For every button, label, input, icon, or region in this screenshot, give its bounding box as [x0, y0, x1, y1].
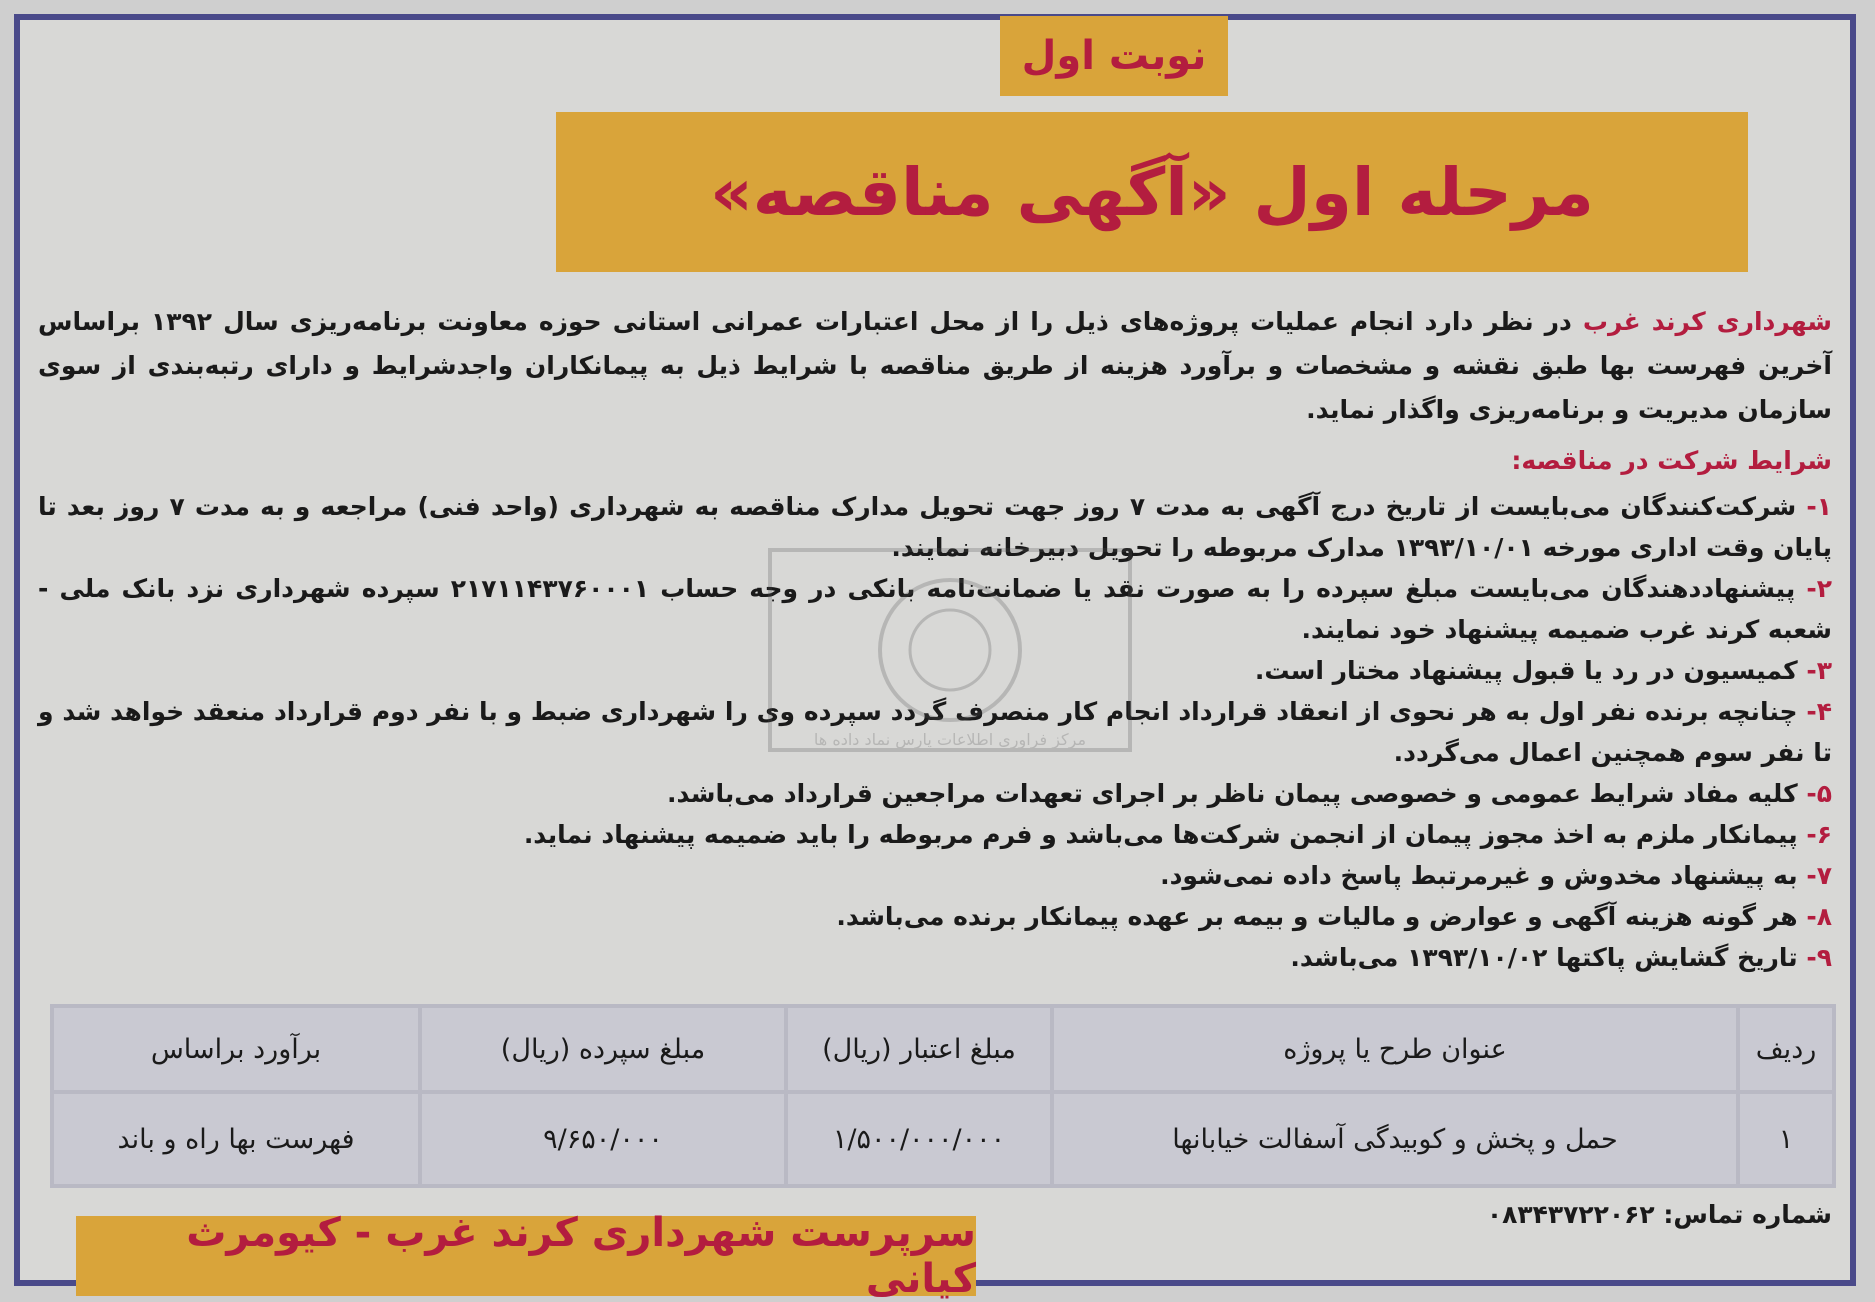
condition-item: ۱- شرکت‌کنندگان می‌بایست از تاریخ درج آگهی به مدت ۷ روز جهت تحویل مدارک مناقصه به شهرداری (واحد فنی) مراجعه و به مدت ۷ روز بعد تا پایان وقت اداری مورخه ۱۳۹۳/۱۰/۰۱ مدارک مربوطه را تحویل دبیرخانه نمایند. — [38, 492, 1832, 562]
col-estimate-basis: برآورد براساس — [54, 1008, 418, 1090]
condition-item: ۳- کمیسیون در رد یا قبول پیشنهاد مختار است. — [1254, 656, 1832, 685]
watermark-caption: مرکز فراوری اطلاعات پارس نماد داده ها — [813, 730, 1087, 749]
round-badge: نوبت اول — [1000, 16, 1228, 96]
cell-estimate-basis: فهرست بها راه و باند — [54, 1094, 418, 1184]
col-row-number: ردیف — [1740, 1008, 1832, 1090]
condition-item: ۴- چنانچه برنده نفر اول به هر نحوی از انعقاد قرارداد انجام کار منصرف گردد سپرده وی را شهرداری ضبط و با نفر دوم قرارداد منعقد خواهد شد و تا نفر سوم همچنین اعمال می‌گردد. — [38, 697, 1832, 767]
condition-item: ۹- تاریخ گشایش پاکتها ۱۳۹۳/۱۰/۰۲ می‌باشد. — [1290, 943, 1832, 972]
table-header-row — [54, 1008, 1832, 1090]
table-row — [54, 1094, 1832, 1184]
municipality-name: شهرداری کرند غرب — [1582, 307, 1832, 336]
advertisement-frame — [14, 14, 1856, 1302]
intro-text: در نظر دارد انجام عملیات پروژه‌های ذیل را از محل اعتبارات عمرانی استانی حوزه معاونت برنامه‌ریزی سال ۱۳۹۲ براساس آخرین فهرست بها طبق نقشه و مشخصات و برآورد هزینه از طریق مناقصه با شرایط ذیل به پیمانکاران واجدشرایط و دارای رتبه‌بندی از سوی سازمان مدیریت و برنامه‌ریزی واگذار نماید. — [38, 307, 1832, 424]
condition-item: ۲- پیشنهاددهندگان می‌بایست مبلغ سپرده را به صورت نقد یا ضمانت‌نامه بانکی در وجه حساب ۲۱۷۱۱۴۳۷۶۰۰۰۱ سپرده شهرداری نزد بانک ملی - شعبه کرند غرب ضمیمه پیشنهاد خود نمایند. — [38, 574, 1832, 644]
intro-paragraph — [38, 300, 1832, 432]
contact-phone: شماره تماس: ۰۸۳۴۳۷۲۲۰۶۲ — [1486, 1200, 1832, 1229]
col-credit-amount: مبلغ اعتبار (ریال) — [788, 1008, 1050, 1090]
condition-item: ۷- به پیشنهاد مخدوش و غیرمرتبط پاسخ داده نمی‌شود. — [1160, 861, 1832, 890]
col-deposit-amount: مبلغ سپرده (ریال) — [422, 1008, 784, 1090]
col-project-title: عنوان طرح یا پروژه — [1054, 1008, 1736, 1090]
cell-credit-amount: ۱/۵۰۰/۰۰۰/۰۰۰ — [788, 1094, 1050, 1184]
condition-item: ۸- هر گونه هزینه آگهی و عوارض و مالیات و بیمه بر عهده پیمانکار برنده می‌باشد. — [836, 902, 1832, 931]
project-table — [50, 1004, 1836, 1188]
cell-deposit-amount: ۹/۶۵۰/۰۰۰ — [422, 1094, 784, 1184]
signature-footer: سرپرست شهرداری کرند غرب - کیومرث کیانی — [76, 1216, 976, 1296]
conditions-heading: شرایط شرکت در مناقصه: — [1511, 446, 1832, 475]
watermark-logo-icon — [760, 540, 1140, 760]
notice-title: مرحله اول «آگهی مناقصه» — [556, 112, 1748, 272]
cell-project-title: حمل و پخش و کوبیدگی آسفالت خیابانها — [1054, 1094, 1736, 1184]
condition-item: ۶- پیمانکار ملزم به اخذ مجوز پیمان از انجمن شرکت‌ها می‌باشد و فرم مربوطه را باید ضمیمه پیشنهاد نماید. — [523, 820, 1832, 849]
condition-item: ۵- کلیه مفاد شرایط عمومی و خصوصی پیمان ناظر بر اجرای تعهدات مراجعین قرارداد می‌باشد. — [666, 779, 1832, 808]
cell-row-number: ۱ — [1740, 1094, 1832, 1184]
